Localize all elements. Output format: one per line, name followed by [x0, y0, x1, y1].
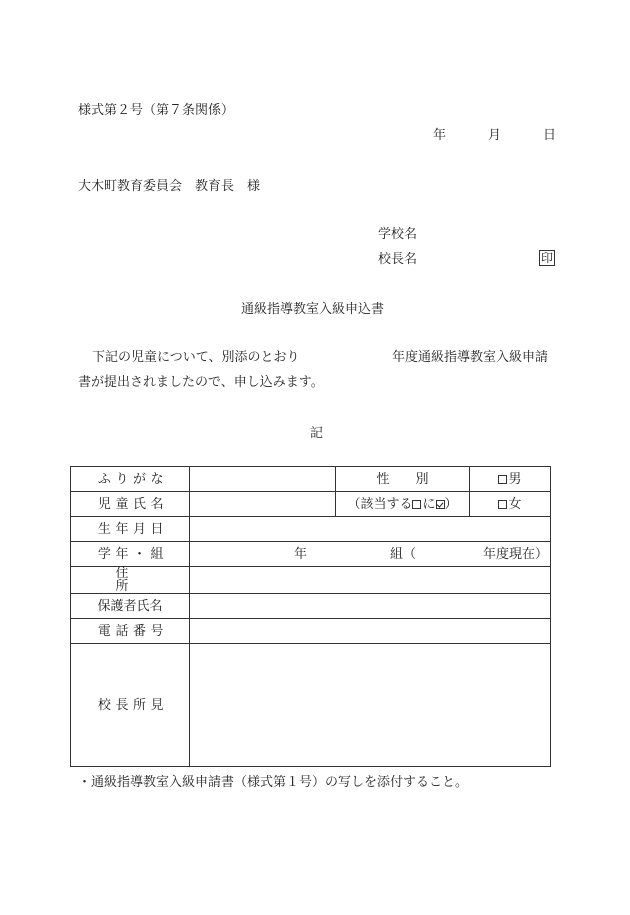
checked-box-icon	[436, 500, 445, 509]
guardian-field[interactable]	[190, 594, 551, 619]
table-row	[71, 542, 551, 567]
phone-label: 電話番号	[71, 619, 190, 644]
phone-field[interactable]	[190, 619, 551, 644]
date-month-label: 月	[488, 128, 502, 143]
grade-class-label: 学年・組	[71, 542, 190, 567]
guardian-label: 保護者氏名	[71, 594, 190, 619]
grade-current-year: 年度現在）	[483, 547, 549, 562]
table-row	[71, 517, 551, 542]
table-row	[71, 644, 551, 767]
empty-box-icon	[412, 500, 421, 509]
address-field[interactable]	[190, 567, 551, 594]
gender-note-pre: （該当する	[347, 496, 413, 512]
document-title: 通級指導教室入級申込書	[241, 302, 385, 317]
grade-kumi-unit: 組（	[390, 547, 417, 562]
table-row	[71, 619, 551, 644]
form-number: 様式第２号（第７条関係）	[78, 103, 235, 118]
furigana-field[interactable]	[190, 467, 336, 492]
date-day-label: 日	[543, 128, 557, 143]
birthdate-field[interactable]	[190, 517, 551, 542]
table-row	[71, 492, 551, 517]
ki-heading: 記	[310, 426, 324, 441]
gender-label: 性 別	[336, 467, 470, 492]
table-row	[71, 567, 551, 594]
application-table	[70, 466, 551, 767]
body-line1-part1: 下記の児童について、別添のとおり	[92, 350, 300, 365]
male-label: 男	[508, 471, 522, 487]
seal-stamp: 印	[541, 251, 554, 265]
date-year-label: 年	[433, 128, 447, 143]
furigana-label: ふりがな	[71, 467, 190, 492]
gender-note	[336, 492, 470, 517]
principal-opinion-label: 校長所見	[71, 644, 190, 767]
female-checkbox[interactable]	[498, 500, 507, 509]
gender-note-post: ）	[444, 496, 458, 512]
footnote: ・通級指導教室入級申請書（様式第１号）の写しを添付すること。	[78, 775, 469, 790]
male-option[interactable]	[470, 467, 551, 492]
body-line1-part2: 年度通級指導教室入級申請	[392, 350, 549, 365]
principal-opinion-field[interactable]	[190, 644, 551, 767]
grade-class-field[interactable]	[190, 542, 551, 567]
child-name-field[interactable]	[190, 492, 336, 517]
body-line2: 書が提出されましたので、申し込みます。	[78, 375, 324, 390]
addressee: 大木町教育委員会 教育長 様	[78, 179, 261, 194]
grade-year-unit: 年	[294, 547, 308, 562]
male-checkbox[interactable]	[498, 475, 507, 484]
birthdate-label: 生年月日	[71, 517, 190, 542]
female-option[interactable]	[470, 492, 551, 517]
female-label: 女	[508, 496, 522, 512]
child-name-label: 児童氏名	[71, 492, 190, 517]
table-row	[71, 594, 551, 619]
school-name-label: 学校名	[378, 227, 418, 242]
table-row	[71, 467, 551, 492]
principal-name-label: 校長名	[378, 252, 418, 267]
address-label: 住 所	[71, 567, 190, 594]
gender-note-mid: に	[422, 496, 436, 512]
